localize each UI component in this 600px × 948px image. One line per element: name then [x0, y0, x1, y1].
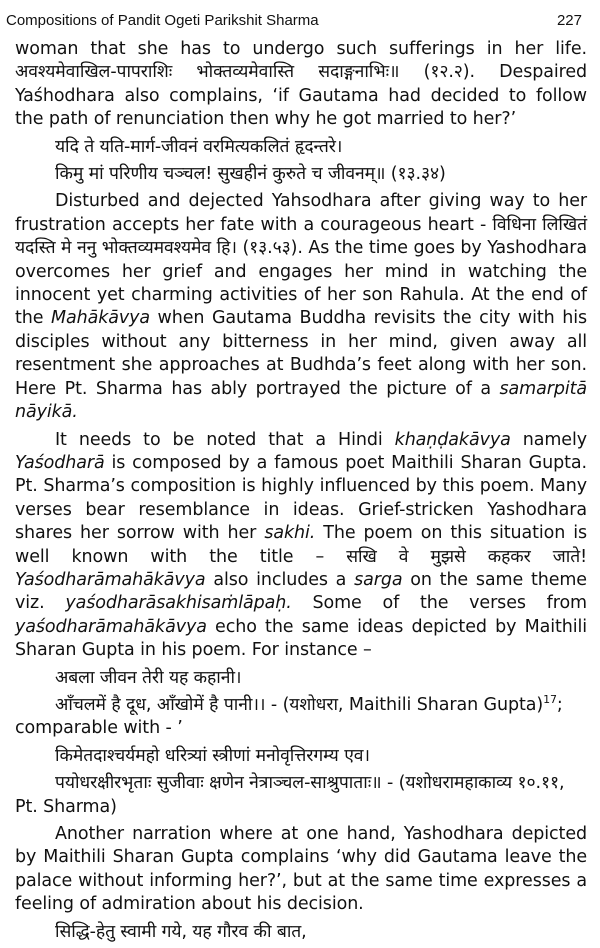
- italic-term: Yaśodharā: [15, 452, 105, 473]
- paragraph-text: namely: [510, 429, 587, 450]
- running-title: Compositions of Pandit Ogeti Parikshit Sharma: [6, 12, 319, 29]
- verse-text: किमेतदाश्चर्यमहो धरित्र्यां स्त्रीणां मनोवृत्तिरगम्य एव।: [55, 745, 370, 766]
- paragraph-1: [15, 38, 587, 132]
- page-body: [15, 38, 587, 948]
- italic-term: sakhi.: [264, 523, 316, 544]
- paragraph-3: [15, 429, 587, 663]
- verse-text: अबला जीवन तेरी यह कहानी।: [55, 667, 242, 688]
- paragraph-text: also includes a: [205, 569, 355, 590]
- verse-2-line-4: [15, 772, 587, 819]
- italic-term: Yaśodharāmahākāvya: [15, 569, 206, 590]
- paragraph-text: Some of the verses from: [291, 593, 587, 614]
- italic-term: sarga: [354, 569, 403, 590]
- italic-term: yaśodharāsakhisaṁlāpaḥ.: [65, 593, 292, 614]
- verse-1-line-2: [15, 163, 587, 186]
- paragraph-text: on the same theme viz.: [15, 569, 587, 614]
- paragraph-text: The poem on this situation is well known with the title – सखि वे मुझसे कहकर जाते!: [15, 523, 588, 567]
- page-number: 227: [556, 12, 582, 29]
- italic-term: samarpitā nāyikā.: [15, 378, 587, 423]
- paragraph-text: Disturbed and dejected Yahsodhara after giving way to her frustration accepts her fate with a courageous heart - विधिना लिखितं यदस्ति मे ननु भोक्तव्यमवश्यमेव हि। (१३.५३). As the time goes by Yashodhara overcomes her grief and engages her mind in watching the innocent yet charming activities of her son Rahula. At the end of the: [15, 191, 587, 329]
- verse-text: आँचलमें है दूध, आँखोमें है पानी।। - (यशोधरा, Maithili Sharan Gupta): [55, 694, 544, 715]
- paragraph-text: woman that she has to undergo such sufferings in her life. अवश्यमेवाखिल-पापराशिः भोक्तव्यमेवास्ति सदाङ्गनाभिः॥ (१२.२). Despaired Yaśhodhara also complains, ‘if Gautama had decided to follow the path of renunciation then why he got married to her?’: [15, 39, 587, 130]
- paragraph-2: [15, 190, 587, 424]
- verse-text: यदि ते यति-मार्ग-जीवनं वरमित्यकलितं हृदन्तरे।: [55, 136, 343, 157]
- italic-term: yaśodharāmahākāvya: [15, 616, 207, 637]
- italic-term: khaṇḍakāvya: [394, 429, 511, 450]
- paragraph-text: is composed by a famous poet Maithili Sharan Gupta. Pt. Sharma’s composition is highly influenced by this poem. Many verses bear resemblance in ideas. Grief-stricken Yashodhara shares her sorrow with her: [15, 452, 587, 544]
- page-header: [6, 12, 582, 34]
- verse-text: ; comparable with - ’: [15, 694, 563, 739]
- italic-term: Mahākāvya: [50, 308, 151, 329]
- paragraph-text: echo the same ideas depicted by Maithili Sharan Gupta in his poem. For instance –: [15, 616, 587, 661]
- verse-text: सिद्धि-हेतु स्वामी गये, यह गौरव की बात,: [55, 921, 307, 942]
- paragraph-4: [15, 823, 587, 917]
- verse-text: पयोधरक्षीरभृताः सुजीवाः क्षणेन नेत्राञ्चल-साश्रुपाताः॥ - (यशोधरामहाकाव्य १०.११, Pt. Sharma): [15, 773, 565, 817]
- footnote-marker[interactable]: 17: [543, 693, 557, 707]
- paragraph-text: It needs to be noted that a Hindi: [55, 429, 395, 450]
- paragraph-text: Another narration where at one hand, Yashodhara depicted by Maithili Sharan Gupta complains ‘why did Gautama leave the palace without informing her?’, but at the same time expresses a feeling of admiration about his decision.: [15, 824, 587, 915]
- verse-2-line-2: [15, 694, 587, 741]
- verse-2-line-3: [15, 745, 587, 768]
- verse-2-line-1: [15, 667, 587, 690]
- paragraph-text: when Gautama Buddha revisits the city with his disciples without any bitterness in her mind, given away all resentment she approaches at Budhda’s feet along with her son. Here Pt. Sharma has ably portrayed the picture of a: [15, 308, 587, 399]
- verse-1-line-1: [15, 136, 587, 159]
- verse-text: किमु मां परिणीय चञ्चल! सुखहीनं कुरुते च जीवनम्॥ (१३.३४): [55, 164, 446, 185]
- verse-3-line-1: [15, 921, 587, 944]
